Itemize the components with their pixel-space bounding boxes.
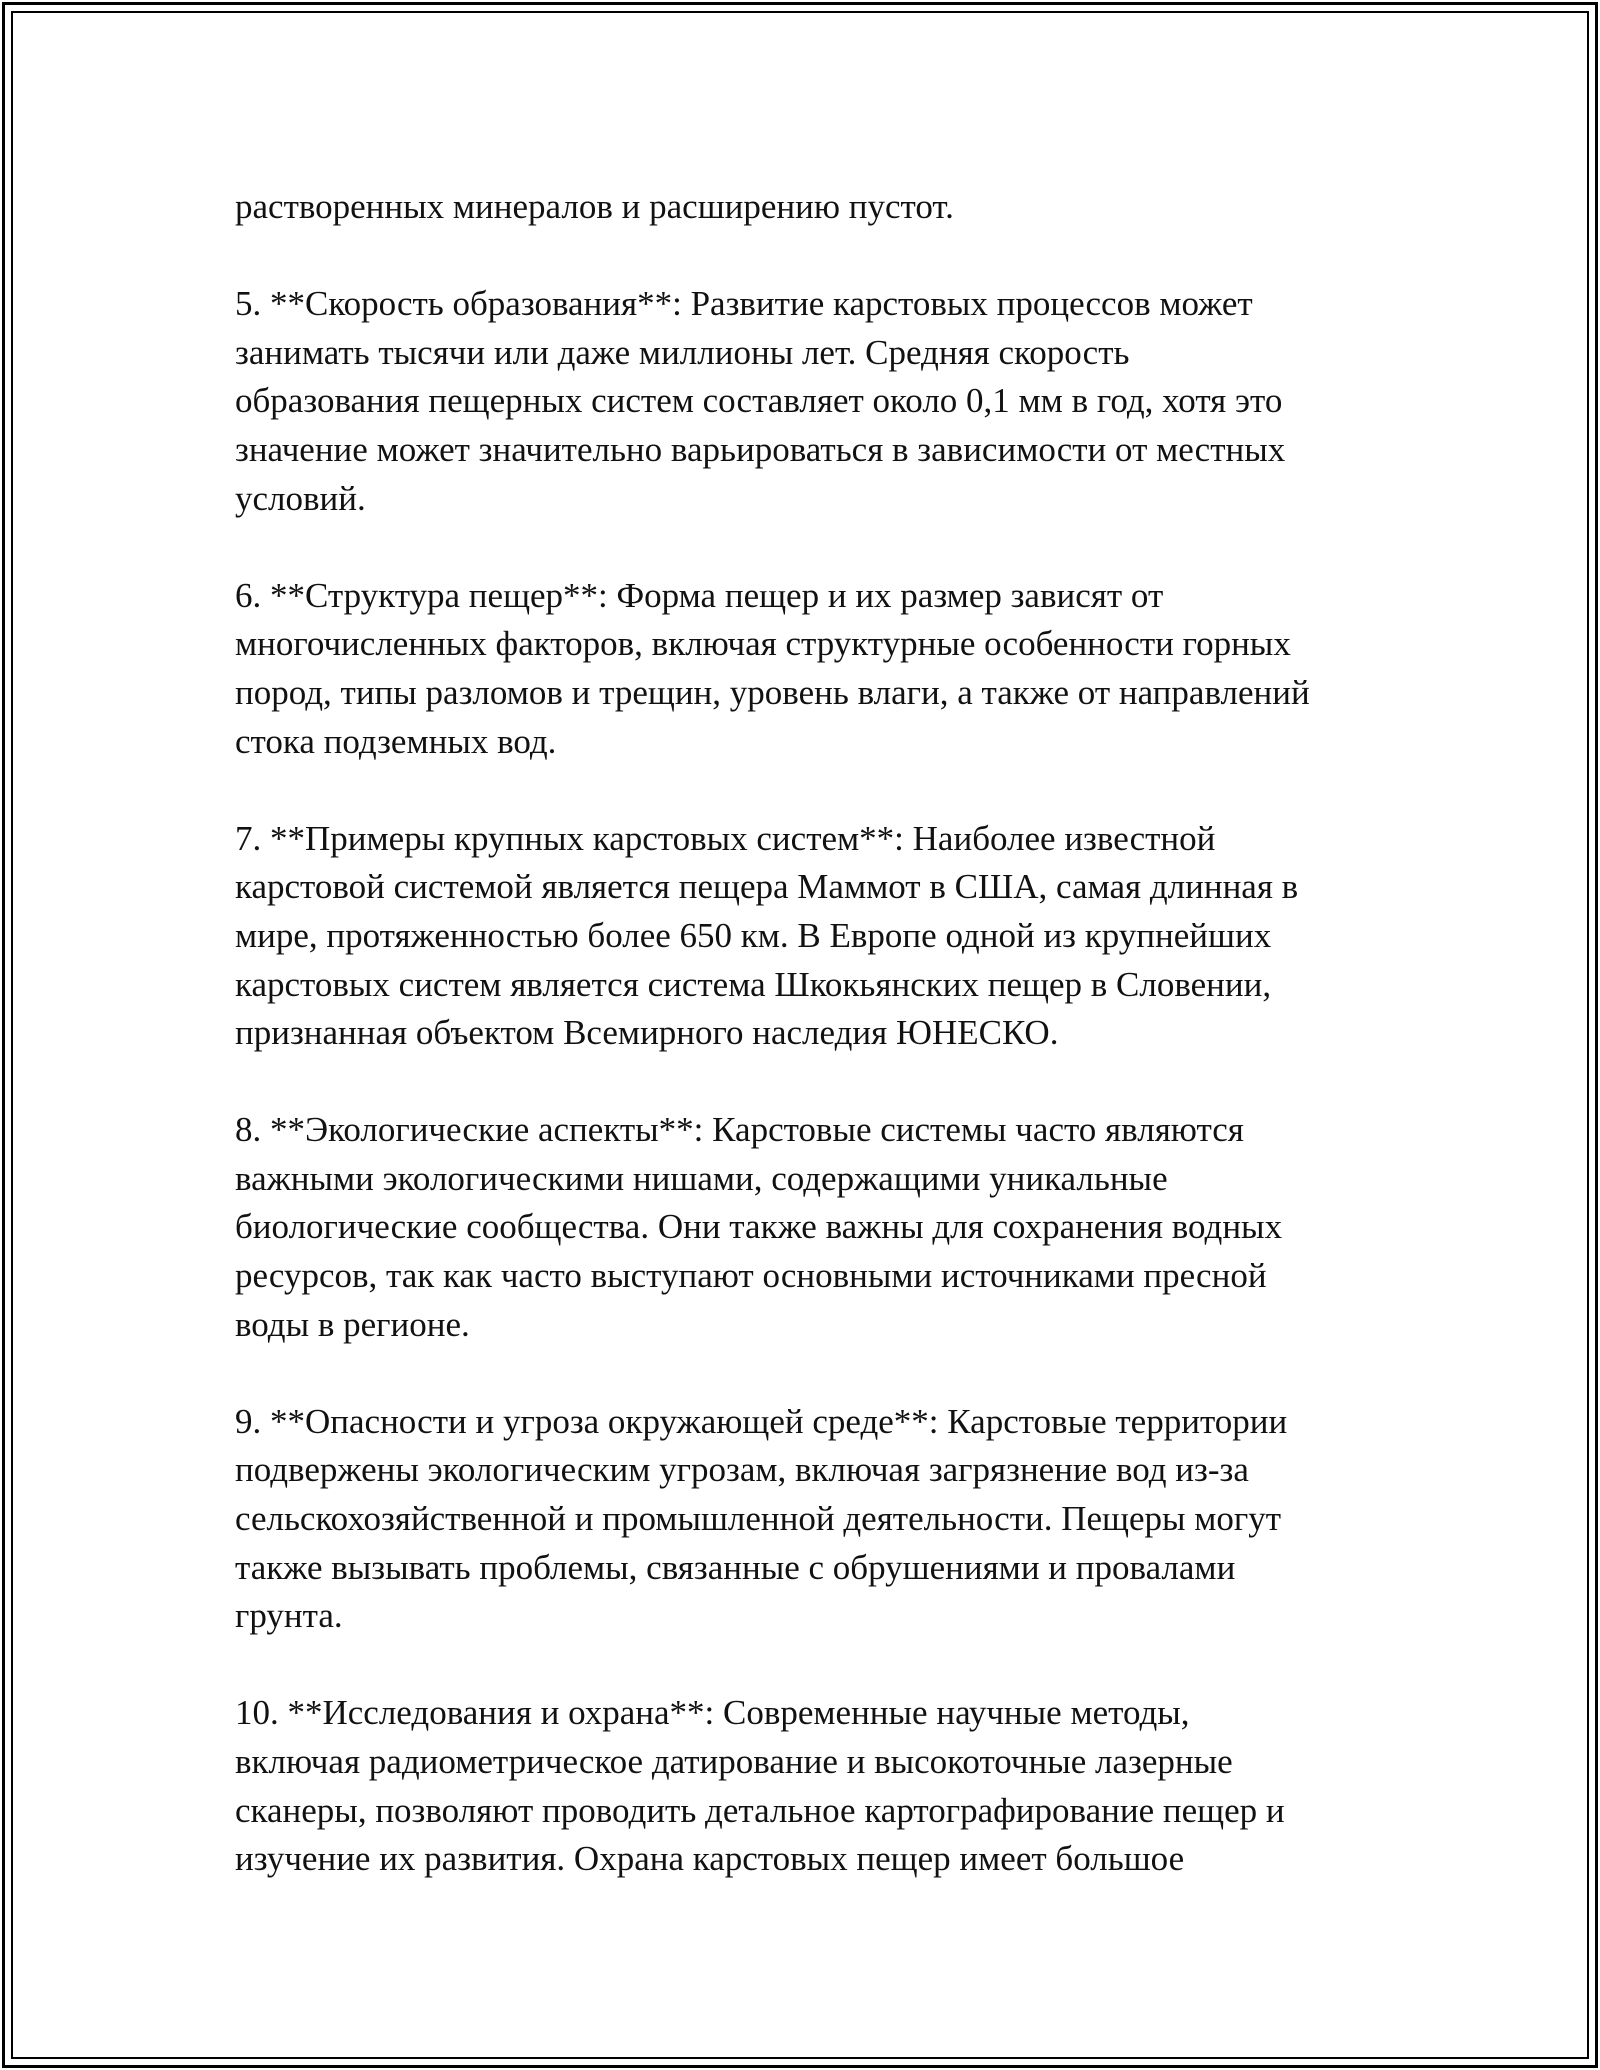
- text-line: занимать тысячи или даже миллионы лет. Средняя скорость: [235, 332, 1130, 372]
- text-line: включая радиометрическое датирование и высокоточные лазерные: [235, 1742, 1233, 1781]
- text-line: многочисленных факторов, включая структурные особенности горных: [235, 624, 1291, 664]
- text-line: 9. **Опасности и угроза окружающей среде**: Карстовые территории: [235, 1401, 1288, 1441]
- paragraph-gap: [235, 232, 1415, 281]
- text-line: также вызывать проблемы, связанные с обрушениями и провалами: [235, 1547, 1236, 1587]
- text-line: признанная объектом Всемирного наследия ЮНЕСКО.: [235, 1013, 1059, 1053]
- text-line: условий.: [235, 478, 366, 518]
- paragraph-gap: [235, 523, 1415, 572]
- text-line: ресурсов, так как часто выступают основными источниками пресной: [235, 1256, 1267, 1296]
- text-line: важными экологическими нишами, содержащими уникальные: [235, 1158, 1168, 1198]
- text-line: подвержены экологическим угрозам, включая загрязнение вод из-за: [235, 1450, 1249, 1490]
- text-line: сельскохозяйственной и промышленной деятельности. Пещеры могут: [235, 1499, 1282, 1539]
- text-line: 5. **Скорость образования**: Развитие карстовых процессов может: [235, 284, 1253, 324]
- text-line: биологические сообщества. Они также важны для сохранения водных: [235, 1207, 1283, 1247]
- text-line: 8. **Экологические аспекты**: Карстовые системы часто являются: [235, 1110, 1244, 1150]
- text-line: сканеры, позволяют проводить детальное картографирование пещер и: [235, 1790, 1285, 1830]
- text-line: 6. **Структура пещер**: Форма пещер и их размер зависят от: [235, 575, 1164, 615]
- text-line: пород, типы разломов и трещин, уровень влаги, а также от направлений: [235, 672, 1310, 712]
- text-line: стока подземных вод.: [235, 721, 557, 761]
- document-body: [235, 183, 1415, 1884]
- paragraph-gap: [235, 766, 1415, 815]
- text-line: грунта.: [235, 1596, 343, 1636]
- paragraph-gap: [235, 1058, 1415, 1107]
- text-line: воды в регионе.: [235, 1304, 470, 1344]
- text-line: карстовых систем является система Шкокьянских пещер в Словении,: [235, 964, 1272, 1004]
- text-line: карстовой системой является пещера Маммот в США, самая длинная в: [235, 867, 1299, 907]
- text-line: растворенных минералов и расширению пустот.: [235, 187, 954, 226]
- text-line: мире, протяженностью более 650 км. В Европе одной из крупнейших: [235, 915, 1272, 955]
- text-line: 10. **Исследования и охрана**: Современные научные методы,: [235, 1693, 1190, 1733]
- paragraph-gap: [235, 1641, 1415, 1690]
- text-line: значение может значительно варьироваться в зависимости от местных: [235, 429, 1286, 469]
- text-line: образования пещерных систем составляет около 0,1 мм в год, хотя это: [235, 381, 1283, 421]
- text-line: изучение их развития. Охрана карстовых пещер имеет большое: [235, 1839, 1185, 1879]
- paragraph-gap: [235, 1349, 1415, 1398]
- text-line: 7. **Примеры крупных карстовых систем**: Наиболее известной: [235, 818, 1216, 858]
